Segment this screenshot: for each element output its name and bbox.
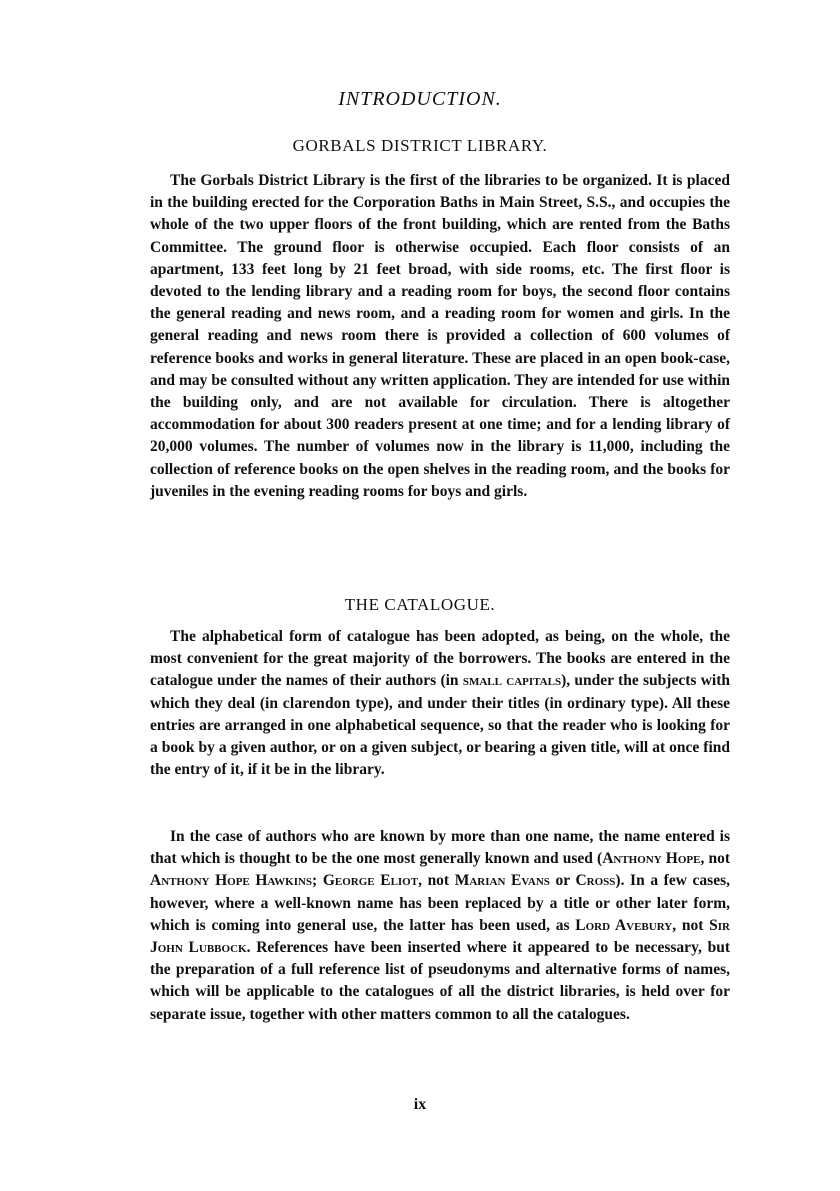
text-run: or xyxy=(549,872,576,890)
text-run: ). In a few cases, however, where a well-known name has been replaced by a title or other later form, which is coming into general use, the latter has been used, as xyxy=(150,872,730,934)
text-run: . References have been inserted where it appeared to be necessary, but the preparation of a full reference list of pseudonyms and alternative forms of names, which will be applicable to the catalogues of all the district libraries, is held over for separate issue, together with other matters common to all the catalogues. xyxy=(150,939,730,1023)
author-name: George Eliot xyxy=(322,872,419,890)
text-run: In the case of authors who are known by more than one name, the name entered is that which is thought to be the one most generally known and used ( xyxy=(150,828,730,868)
catalogue-paragraph-1 xyxy=(150,626,730,781)
author-name: Marian Evans xyxy=(454,872,550,890)
text-run: The alphabetical form of catalogue has been adopted, as being, on the whole, the most convenient for the great majority of the borrowers. The books are entered in the catalogue under the names of their authors (in xyxy=(150,628,730,690)
catalogue-paragraph-2 xyxy=(150,826,730,1026)
text-run: , not xyxy=(418,872,455,890)
small-caps-term: small capitals xyxy=(462,672,562,690)
gorbals-paragraph: The Gorbals District Library is the first of the libraries to be organized. It is placed in the building erected for the Corporation Baths in Main Street, S.S., and occupies the whole of the two upper floors of the front building, which are rented from the Baths Committee. The ground floor is otherwise occupied. Each floor consists of an apartment, 133 feet long by 21 feet broad, with side rooms, etc. The first floor is devoted to the lending library and a reading room for boys, the second floor contains the general reading and news room, and a reading room for women and girls. In the general reading and news room there is provided a collection of 600 volumes of reference books and works in general literature. These are placed in an open book-case, and may be consulted without any written application. They are intended for use within the building only, and are not available for circulation. There is altogether accommodation for about 300 readers present at one time; and for a lending library of 20,000 volumes. The number of volumes now in the library is 11,000, including the collection of reference books on the open shelves in the reading room, and the books for juveniles in the evening reading rooms for boys and girls. xyxy=(150,172,730,500)
page-number: ix xyxy=(413,1096,427,1113)
text-run: , not xyxy=(700,850,730,868)
author-name: Sir John Lubbock xyxy=(150,916,730,957)
author-name: Cross xyxy=(575,872,616,890)
section-heading-catalogue: THE CATALOGUE. xyxy=(344,595,496,614)
text-run: ; xyxy=(312,872,323,890)
author-name: Anthony Hope Hawkins xyxy=(150,872,313,890)
text-run: , not xyxy=(672,916,710,934)
author-name: Lord Avebury xyxy=(575,916,673,934)
text-run: ), under the subjects with which they deal (in xyxy=(150,672,730,712)
author-name: Anthony Hope xyxy=(602,850,701,868)
section-heading-gorbals: GORBALS DISTRICT LIBRARY. xyxy=(292,136,548,155)
clarendon-term: clarendon xyxy=(282,694,351,712)
running-head: INTRODUCTION. xyxy=(338,88,502,110)
text-run: type), and under their titles (in ordinary type). All these entries are arranged in one alphabetical sequence, so that the reader who is looking for a book by a given author, or on a given subject, or bearing a given title, will at once find the entry of it, if it be in the library. xyxy=(150,694,730,779)
